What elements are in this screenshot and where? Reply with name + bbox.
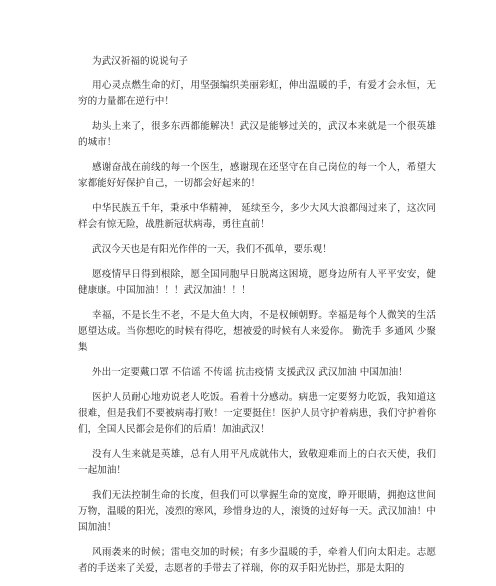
paragraph: 愿疫情早日得到根除，愿全国同胞早日脱离这困境，愿身边所有人平平安安，健健康康。中国加油！！！武汉加油！！！ [78, 269, 436, 296]
paragraph: 用心灵点燃生命的灯，用坚强编织美丽彩虹，伸出温暖的手，有爱才会永恒，无穷的力量都在逆行中！ [78, 80, 436, 107]
paragraph: 医护人员耐心地劝说老人吃饭。看着十分感动。病患一定要努力吃饭，我知道这很难，但是我们不要被病毒打败！一定要挺住！医护人员守护着病患，我们守护着你们，全国人民都会是你们的后盾！加油武汉！ [78, 392, 436, 435]
paragraph: 劫头上来了，很多东西都能解决！武汉是能够过关的，武汉本来就是一个很英雄的城市！ [78, 121, 436, 148]
paragraph: 风雨袭来的时候；雷电交加的时候；有多少温暖的手，牵着人们向太阳走。志愿者的手送来了关爱，志愿者的手带去了祥瑞，你的双手阳光协拦，那是太阳的 [78, 547, 436, 574]
paragraph: 没有人生来就是英雄，总有人用平凡成就伟大，致敬迎难而上的白衣天使，我们一起加油！ [78, 449, 436, 476]
paragraph: 感谢奋战在前线的每一个医生，感谢现在还坚守在自己岗位的每一个人，希望大家都能好好保护自己，一切都会好起来的！ [78, 162, 436, 189]
paragraph: 武汉今天也是有阳光作伴的一天，我们不孤单，要乐观！ [92, 244, 332, 255]
document-body [78, 55, 436, 586]
document-title: 为武汉祈福的说说句子 [92, 56, 188, 67]
paragraph: 外出一定要戴口罩 不信谣 不传谣 抗击疫情 支援武汉 武汉加油 中国加油！ [92, 367, 408, 378]
paragraph: 幸福，不是长生不老，不是大鱼大肉，不是权倾朝野。幸福是每个人微笑的生活愿望达成。当你想吃的时候有得吃，想被爱的时候有人来爱你。 勤洗手 多通风 少聚集 [78, 310, 436, 353]
paragraph: 我们无法控制生命的长度，但我们可以掌握生命的宽度，睁开眼睛，拥抱这世间万物，温暖的阳光，凌烈的寒风，珍惜身边的人，滚烫的过好每一天。武汉加油！中国加油！ [78, 490, 436, 533]
paragraph: 中华民族五千年，秉承中华精神， 延续至今，多少大风大浪都闯过来了，这次同样会有惊无险，战胜新冠状病毒，勇往直前！ [78, 203, 436, 230]
